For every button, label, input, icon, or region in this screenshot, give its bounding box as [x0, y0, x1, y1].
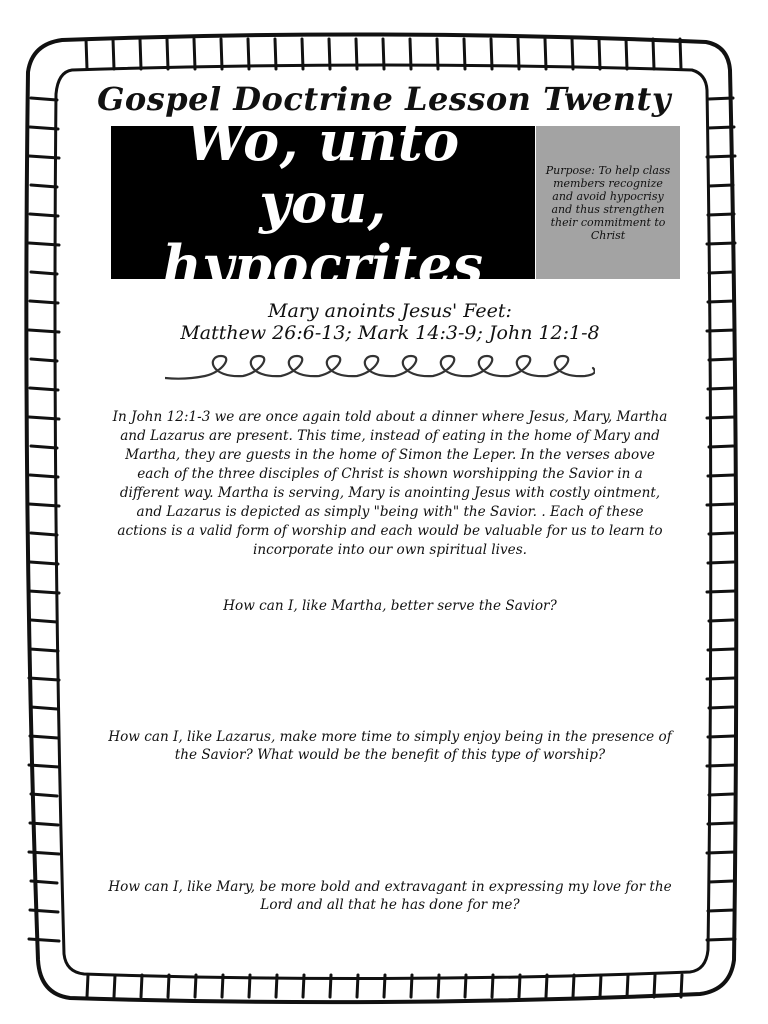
- scripture-line-2: Matthew 26:6-13; Mark 14:3-9; John 12:1-8: [180, 322, 600, 344]
- lesson-title: Gospel Doctrine Lesson Twenty: [97, 80, 671, 118]
- question-mary: How can I, like Mary, be more bold and extravagant in expressing my love for the Lord and all that he has done for me?: [108, 879, 672, 913]
- purpose-box: [536, 126, 680, 279]
- question-lazarus: How can I, like Lazarus, make more time to simply enjoy being in the presence of the Savior? What would be the benefit of this type of worship?: [108, 729, 672, 763]
- main-title-box: [111, 108, 535, 297]
- scripture-line-1: Mary anoints Jesus' Feet:: [268, 300, 512, 322]
- body-paragraph: In John 12:1-3 we are once again told about a dinner where Jesus, Mary, Martha and Lazarus are present. This time, instead of eating in the home of Mary and Martha, they are guests in the home of Simon the Leper. In the verses above each of the three disciples of Christ is shown worshipping the Savior in a different way. Martha is serving, Mary is anointing Jesus with costly ointment, and Lazarus is depicted as simply "being with" the Savior. . Each of these actions is a valid form of worship and each would be valuable for us to learn to incorporate into our own spiritual lives.: [112, 409, 668, 558]
- scripture-heading: [120, 300, 660, 344]
- purpose-text: Purpose: To help class members recognize and avoid hypocrisy and thus strengthen their commitment to Christ: [545, 163, 671, 242]
- question-martha: How can I, like Martha, better serve the Savior?: [223, 598, 557, 614]
- loop-divider: [165, 352, 595, 386]
- main-title: Wo, unto you, hypocrites: [162, 108, 484, 297]
